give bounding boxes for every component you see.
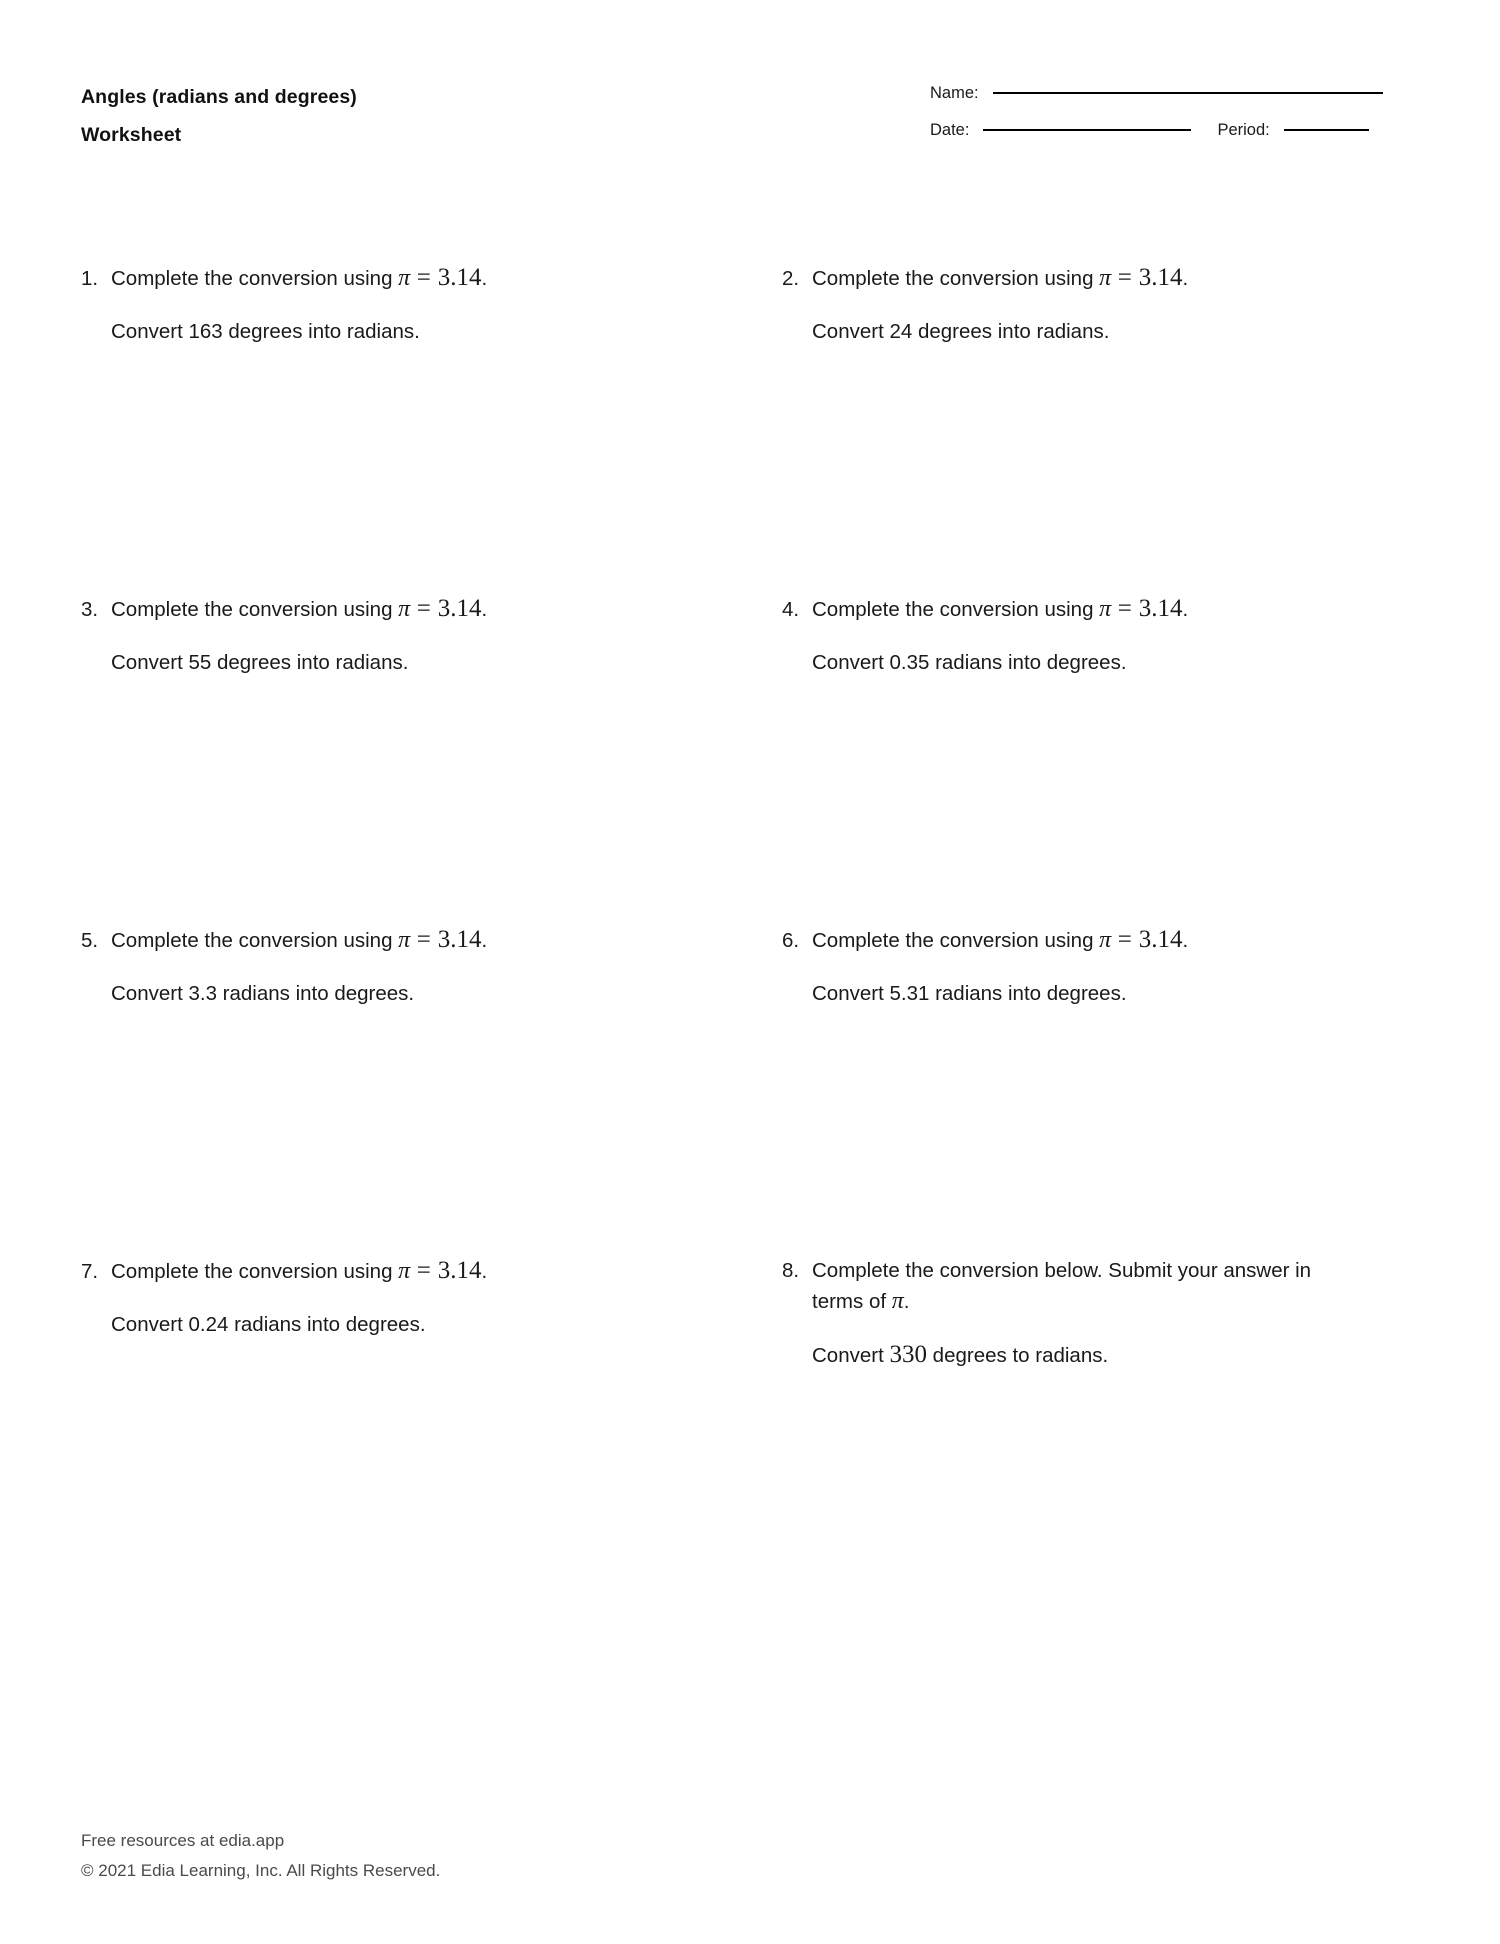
problem-row	[0, 593, 1500, 924]
pi-symbol: π	[398, 265, 411, 291]
pi-symbol: π	[1099, 265, 1112, 291]
prompt-suffix: .	[481, 1260, 488, 1283]
pi-value: 3.14	[437, 595, 482, 622]
problem-prompt-text	[111, 593, 641, 625]
problem-instruction: Convert 0.24 radians into degrees.	[111, 1313, 426, 1336]
instruction-prefix: Convert	[812, 1344, 890, 1367]
problem-prompt	[782, 262, 1342, 294]
problem-prompt-text	[812, 924, 1342, 956]
pi-value: 3.14	[1138, 595, 1183, 622]
problem-prompt	[81, 924, 641, 956]
page-title-line-2: Worksheet	[81, 124, 182, 146]
prompt-prefix: Complete the conversion using	[812, 929, 1100, 952]
problem-grid	[0, 262, 1500, 1615]
name-input-line[interactable]	[993, 92, 1383, 94]
date-period-row	[930, 121, 1400, 140]
problem-row	[0, 1255, 1500, 1615]
problem-instruction: Convert 55 degrees into radians.	[111, 651, 409, 674]
problem-number: 2.	[782, 267, 800, 290]
prompt-suffix: .	[481, 598, 488, 621]
name-label: Name:	[930, 84, 979, 102]
pi-symbol: π	[398, 927, 411, 953]
footer-resources-text: Free resources at edia.app	[81, 1831, 285, 1850]
prompt-prefix: Complete the conversion using	[111, 598, 399, 621]
name-row	[930, 84, 1400, 103]
instruction-suffix: degrees to radians.	[926, 1344, 1109, 1367]
prompt-suffix: .	[481, 267, 488, 290]
problem-8	[782, 1255, 1342, 1371]
page-title-line-1: Angles (radians and degrees)	[81, 86, 357, 108]
problem-number: 5.	[81, 929, 99, 952]
problem-instruction: Convert 163 degrees into radians.	[111, 320, 420, 343]
pi-value: 3.14	[437, 1257, 482, 1284]
prompt-prefix: Complete the conversion using	[812, 598, 1100, 621]
pi-symbol: π	[398, 1258, 411, 1284]
period-input-line[interactable]	[1284, 129, 1369, 131]
problem-row	[0, 924, 1500, 1255]
problem-prompt-text	[111, 924, 641, 956]
problem-prompt-text	[812, 262, 1342, 294]
pi-value: 3.14	[1138, 926, 1183, 953]
pi-value: 3.14	[437, 264, 482, 291]
problem-instruction: Convert 24 degrees into radians.	[812, 320, 1110, 343]
date-input-line[interactable]	[983, 129, 1191, 131]
pi-symbol: π	[1099, 927, 1112, 953]
problem-number: 7.	[81, 1260, 99, 1283]
problem-prompt-text	[812, 593, 1342, 625]
pi-symbol: π	[1099, 596, 1112, 622]
prompt-prefix: Complete the conversion using	[812, 267, 1100, 290]
problem-prompt	[81, 1255, 641, 1287]
problem-prompt-text	[111, 1255, 641, 1287]
equals-sign: =	[1111, 926, 1139, 953]
problem-5	[81, 924, 641, 1009]
problem-number: 6.	[782, 929, 800, 952]
worksheet-header	[0, 78, 1500, 168]
problem-instruction: Convert 3.3 radians into degrees.	[111, 982, 415, 1005]
page-title	[81, 78, 601, 154]
prompt-suffix: .	[1182, 598, 1189, 621]
problem-row	[0, 262, 1500, 593]
problem-6	[782, 924, 1342, 1009]
period-label: Period:	[1217, 121, 1270, 139]
equals-sign: =	[410, 595, 438, 622]
problem-4	[782, 593, 1342, 678]
equals-sign: =	[410, 926, 438, 953]
student-info-block	[930, 84, 1400, 140]
problem-number: 3.	[81, 598, 99, 621]
equals-sign: =	[410, 264, 438, 291]
prompt-prefix: Complete the conversion below. Submit your answer in terms of	[812, 1259, 1312, 1313]
problem-prompt	[782, 924, 1342, 956]
degrees-value: 330	[889, 1341, 927, 1368]
problem-prompt	[782, 593, 1342, 625]
prompt-suffix: .	[1182, 929, 1189, 952]
problem-3	[81, 593, 641, 678]
footer-copyright-text: © 2021 Edia Learning, Inc. All Rights Reserved.	[81, 1861, 441, 1880]
prompt-prefix: Complete the conversion using	[111, 929, 399, 952]
equals-sign: =	[410, 1257, 438, 1284]
prompt-prefix: Complete the conversion using	[111, 267, 399, 290]
pi-value: 3.14	[437, 926, 482, 953]
date-label: Date:	[930, 121, 970, 139]
prompt-suffix: .	[481, 929, 488, 952]
pi-symbol: π	[891, 1288, 904, 1314]
equals-sign: =	[1111, 264, 1139, 291]
problem-number: 4.	[782, 598, 800, 621]
problem-prompt-text	[812, 1255, 1342, 1317]
problem-2	[782, 262, 1342, 347]
problem-prompt	[782, 1255, 1342, 1317]
problem-instruction: Convert 0.35 radians into degrees.	[812, 651, 1127, 674]
problem-7	[81, 1255, 641, 1340]
pi-symbol: π	[398, 596, 411, 622]
problem-prompt-text	[111, 262, 641, 294]
page-footer	[81, 1826, 440, 1886]
problem-number: 8.	[782, 1259, 800, 1282]
problem-instruction	[812, 1339, 1342, 1371]
problem-prompt	[81, 593, 641, 625]
prompt-prefix: Complete the conversion using	[111, 1260, 399, 1283]
equals-sign: =	[1111, 595, 1139, 622]
problem-instruction: Convert 5.31 radians into degrees.	[812, 982, 1127, 1005]
problem-1	[81, 262, 641, 347]
pi-value: 3.14	[1138, 264, 1183, 291]
problem-number: 1.	[81, 267, 99, 290]
prompt-suffix: .	[903, 1290, 910, 1313]
problem-prompt	[81, 262, 641, 294]
prompt-suffix: .	[1182, 267, 1189, 290]
